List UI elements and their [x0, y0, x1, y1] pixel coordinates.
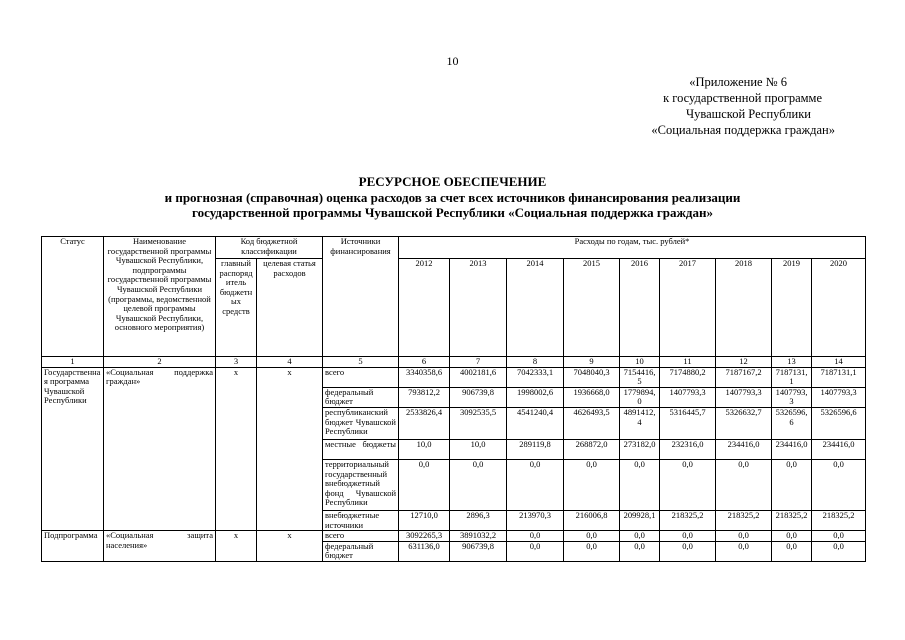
source-cell: всего — [323, 367, 399, 387]
value-cell: 218325,2 — [772, 510, 812, 530]
header-year-2014: 2014 — [507, 259, 564, 357]
value-cell: 0,0 — [812, 541, 866, 561]
value-cell: 1407793,3 — [660, 387, 716, 407]
value-cell: 234416,0 — [772, 439, 812, 459]
value-cell: 213970,3 — [507, 510, 564, 530]
header-status: Статус — [42, 237, 104, 357]
group-code-target: х — [257, 531, 323, 562]
header-year-2013: 2013 — [450, 259, 507, 357]
source-cell: федеральный бюджет — [323, 387, 399, 407]
value-cell: 1998002,6 — [507, 387, 564, 407]
value-cell: 7042333,1 — [507, 367, 564, 387]
value-cell: 0,0 — [564, 541, 620, 561]
group-status: Государственная программа Чувашской Республики — [42, 367, 104, 531]
value-cell: 0,0 — [507, 531, 564, 542]
value-cell: 7187167,2 — [716, 367, 772, 387]
value-cell: 1407793,3 — [772, 387, 812, 407]
column-number: 2 — [104, 357, 216, 368]
value-cell: 2896,3 — [450, 510, 507, 530]
value-cell: 0,0 — [716, 541, 772, 561]
header-year-2016: 2016 — [620, 259, 660, 357]
group-name: «Социальная поддержка граждан» — [104, 367, 216, 531]
column-number: 6 — [399, 357, 450, 368]
document-title — [0, 174, 905, 221]
value-cell: 0,0 — [507, 541, 564, 561]
header-sources: Источники финансирования — [323, 237, 399, 357]
header-year-2018: 2018 — [716, 259, 772, 357]
group-code-main: х — [216, 367, 257, 531]
value-cell: 0,0 — [620, 541, 660, 561]
value-cell: 0,0 — [620, 459, 660, 510]
source-cell: республиканский бюджет Чувашской Республики — [323, 407, 399, 439]
source-cell: местные бюджеты — [323, 439, 399, 459]
value-cell: 7187131,1 — [812, 367, 866, 387]
appendix-line-2: к государственной программе — [663, 91, 822, 105]
value-cell: 0,0 — [450, 459, 507, 510]
value-cell: 232316,0 — [660, 439, 716, 459]
value-cell: 218325,2 — [660, 510, 716, 530]
value-cell: 7154416,5 — [620, 367, 660, 387]
value-cell: 234416,0 — [812, 439, 866, 459]
value-cell: 0,0 — [399, 459, 450, 510]
header-year-2012: 2012 — [399, 259, 450, 357]
column-number: 5 — [323, 357, 399, 368]
value-cell: 0,0 — [564, 531, 620, 542]
value-cell: 0,0 — [772, 459, 812, 510]
column-number: 8 — [507, 357, 564, 368]
value-cell: 0,0 — [772, 541, 812, 561]
appendix-line-1: «Приложение № 6 — [689, 75, 787, 89]
value-cell: 631136,0 — [399, 541, 450, 561]
value-cell: 0,0 — [507, 459, 564, 510]
header-year-2020: 2020 — [812, 259, 866, 357]
column-number: 10 — [620, 357, 660, 368]
value-cell: 218325,2 — [812, 510, 866, 530]
title-line-2: и прогнозная (справочная) оценка расходов за счет всех источников финансирования реализации — [164, 189, 741, 205]
value-cell: 3891032,2 — [450, 531, 507, 542]
column-number: 9 — [564, 357, 620, 368]
appendix-line-4: «Социальная поддержка граждан» — [651, 123, 835, 137]
value-cell: 0,0 — [660, 531, 716, 542]
title-line-1: РЕСУРСНОЕ ОБЕСПЕЧЕНИЕ — [358, 174, 547, 189]
value-cell: 0,0 — [564, 459, 620, 510]
value-cell: 7048040,3 — [564, 367, 620, 387]
column-number: 12 — [716, 357, 772, 368]
value-cell: 5326596,6 — [772, 407, 812, 439]
value-cell: 4541240,4 — [507, 407, 564, 439]
source-cell: федеральный бюджет — [323, 541, 399, 561]
value-cell: 4002181,6 — [450, 367, 507, 387]
table-row — [42, 367, 866, 387]
resource-table — [41, 236, 866, 562]
appendix-note — [651, 74, 835, 138]
value-cell: 3340358,6 — [399, 367, 450, 387]
column-number: 11 — [660, 357, 716, 368]
header-budget-code: Код бюджетной классификации — [216, 237, 323, 259]
value-cell: 1407793,3 — [812, 387, 866, 407]
source-cell: всего — [323, 531, 399, 542]
value-cell: 1936668,0 — [564, 387, 620, 407]
header-year-2019: 2019 — [772, 259, 812, 357]
value-cell: 0,0 — [660, 541, 716, 561]
header-year-2015: 2015 — [564, 259, 620, 357]
value-cell: 0,0 — [812, 531, 866, 542]
value-cell: 7187131,1 — [772, 367, 812, 387]
value-cell: 0,0 — [620, 531, 660, 542]
header-year-2017: 2017 — [660, 259, 716, 357]
header-target-article: целевая статья расходов — [257, 259, 323, 357]
value-cell: 10,0 — [450, 439, 507, 459]
group-code-target: х — [257, 367, 323, 531]
value-cell: 2533826,4 — [399, 407, 450, 439]
title-line-3: государственной программы Чувашской Республики «Социальная поддержка граждан» — [192, 205, 713, 220]
value-cell: 0,0 — [660, 459, 716, 510]
column-number: 4 — [257, 357, 323, 368]
value-cell: 5326596,6 — [812, 407, 866, 439]
value-cell: 0,0 — [812, 459, 866, 510]
value-cell: 0,0 — [716, 531, 772, 542]
group-code-main: х — [216, 531, 257, 562]
value-cell: 234416,0 — [716, 439, 772, 459]
value-cell: 906739,8 — [450, 387, 507, 407]
value-cell: 4626493,5 — [564, 407, 620, 439]
value-cell: 268872,0 — [564, 439, 620, 459]
page-number: 10 — [446, 54, 459, 68]
value-cell: 5326632,7 — [716, 407, 772, 439]
column-number: 13 — [772, 357, 812, 368]
value-cell: 216006,8 — [564, 510, 620, 530]
column-number: 14 — [812, 357, 866, 368]
group-name: «Социальная защита населения» — [104, 531, 216, 562]
appendix-line-3: Чувашской Республики — [685, 107, 811, 121]
column-number: 3 — [216, 357, 257, 368]
column-number: 7 — [450, 357, 507, 368]
value-cell: 10,0 — [399, 439, 450, 459]
group-status: Подпрограмма — [42, 531, 104, 562]
value-cell: 3092265,3 — [399, 531, 450, 542]
value-cell: 906739,8 — [450, 541, 507, 561]
table-row — [42, 531, 866, 542]
value-cell: 0,0 — [772, 531, 812, 542]
value-cell: 209928,1 — [620, 510, 660, 530]
header-expenses: Расходы по годам, тыс. рублей* — [399, 237, 866, 259]
source-cell: территориальный государственный внебюджетный фонд Чувашской Республики — [323, 459, 399, 510]
value-cell: 4891412,4 — [620, 407, 660, 439]
value-cell: 1407793,3 — [716, 387, 772, 407]
header-name: Наименование государственной программы Чувашской Республики, подпрограммы государственной программы Чувашской Республики (программы, ведомственной целевой программы Чувашской Республики, основного мероприятия) — [104, 237, 216, 357]
header-main-manager: главный распорядитель бюджетных средств — [216, 259, 257, 357]
value-cell: 218325,2 — [716, 510, 772, 530]
column-number: 1 — [42, 357, 104, 368]
value-cell: 12710,0 — [399, 510, 450, 530]
value-cell: 7174880,2 — [660, 367, 716, 387]
value-cell: 0,0 — [716, 459, 772, 510]
source-cell: внебюджетные источники — [323, 510, 399, 530]
value-cell: 793812,2 — [399, 387, 450, 407]
value-cell: 289119,8 — [507, 439, 564, 459]
value-cell: 1779894,0 — [620, 387, 660, 407]
value-cell: 5316445,7 — [660, 407, 716, 439]
value-cell: 273182,0 — [620, 439, 660, 459]
value-cell: 3092535,5 — [450, 407, 507, 439]
